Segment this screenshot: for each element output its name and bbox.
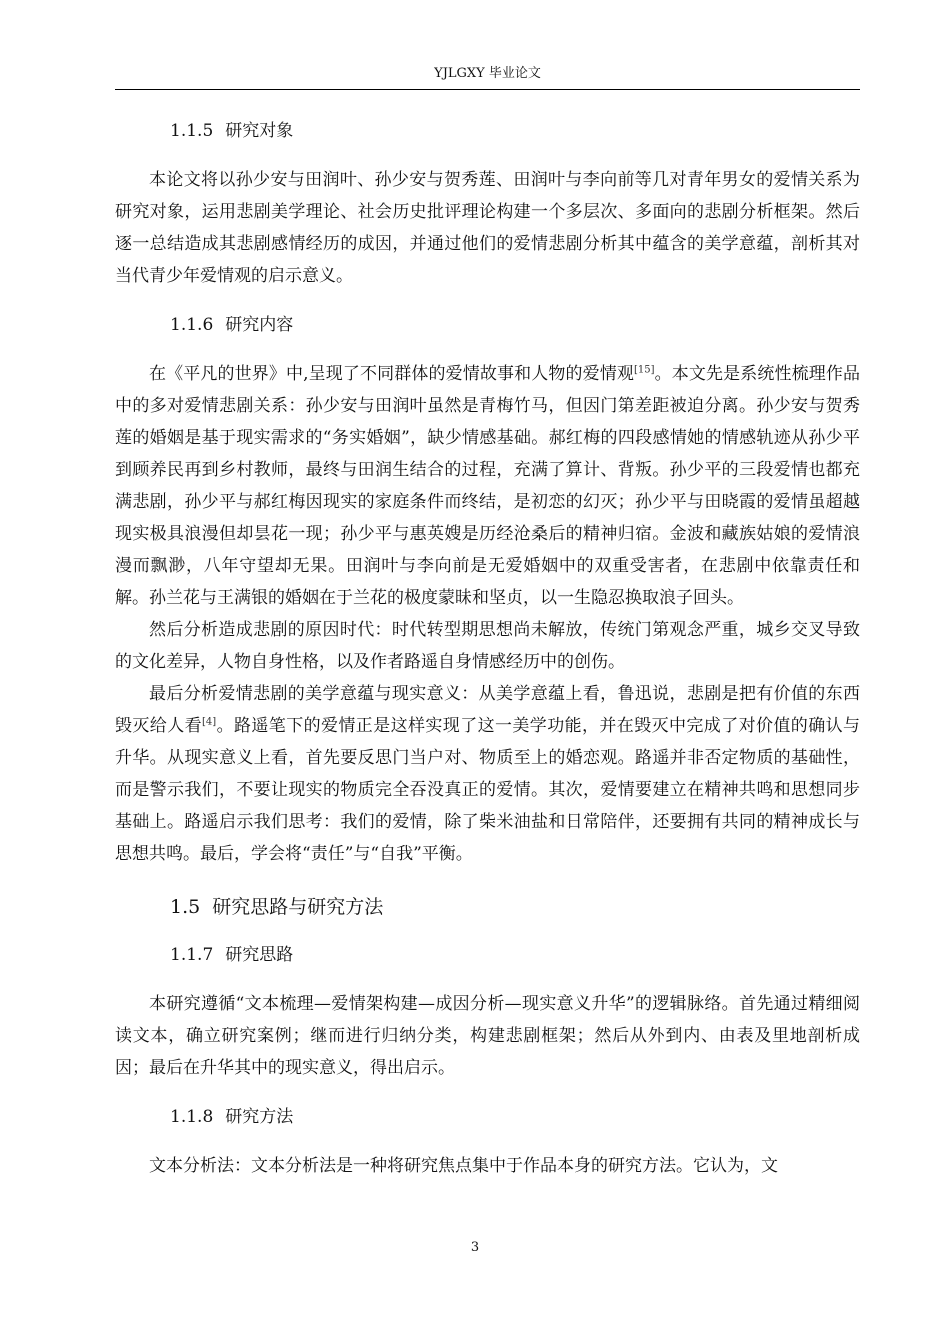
section-title: 研究对象 bbox=[225, 121, 294, 141]
running-header: YJLGXY 毕业论文 bbox=[434, 66, 541, 81]
section-number: 1.1.5 bbox=[170, 121, 214, 141]
section-heading-1-1-7 bbox=[115, 940, 860, 970]
header-rule bbox=[115, 89, 860, 90]
section-heading-1-1-6 bbox=[115, 310, 860, 340]
text-run: 在《平凡的世界》中,呈现了不同群体的爱情故事和人物的爱情观 bbox=[149, 364, 634, 384]
paragraph-research-content-1 bbox=[115, 358, 860, 614]
text-run: 。本文先是系统性梳理作品中的多对爱情悲剧关系：孙少安与田润叶虽然是青梅竹马，但因门第差距被迫分离。孙少安与贺秀莲的婚姻是基于现实需求的“务实婚姻”，缺少情感基础。郝红梅的四段感情她的情感轨迹从孙少平到顾养民再到乡村教师，最终与田润生结合的过程，充满了算计、背叛。孙少平的三段爱情也都充满悲剧，孙少平与郝红梅因现实的家庭条件而终结，是初恋的幻灭；孙少平与田晓霞的爱情虽超越现实极具浪漫但却昙花一现；孙少平与惠英嫂是历经沧桑后的精神归宿。金波和藏族姑娘的爱情浪漫而飘渺，八年守望却无果。田润叶与李向前是无爱婚姻中的双重受害者，在悲剧中依靠责任和解。孙兰花与王满银的婚姻在于兰花的极度蒙昧和坚贞，以一生隐忍换取浪子回头。 bbox=[115, 364, 860, 608]
section-heading-1-1-8 bbox=[115, 1102, 860, 1132]
section-number: 1.1.8 bbox=[170, 1107, 214, 1127]
section-heading-1-5 bbox=[115, 888, 860, 926]
section-title: 研究内容 bbox=[225, 315, 294, 335]
section-title: 研究思路 bbox=[225, 945, 294, 965]
section-title: 研究思路与研究方法 bbox=[212, 896, 384, 918]
section-number: 1.1.7 bbox=[170, 945, 214, 965]
section-number: 1.1.6 bbox=[170, 315, 214, 335]
paragraph-research-object: 本论文将以孙少安与田润叶、孙少安与贺秀莲、田润叶与李向前等几对青年男女的爱情关系为研究对象，运用悲剧美学理论、社会历史批评理论构建一个多层次、多面向的悲剧分析框架。然后逐一总结造成其悲剧感情经历的成因，并通过他们的爱情悲剧分析其中蕴含的美学意蕴，剖析其对当代青少年爱情观的启示意义。 bbox=[115, 170, 860, 286]
text-run: 最后分析爱情悲剧的美学意蕴与现实意义：从美学意蕴上看，鲁迅说，悲剧是把有价值的东西毁灭给人看 bbox=[115, 684, 860, 736]
paragraph-research-approach: 本研究遵循“文本梳理—爱情架构建—成因分析—现实意义升华”的逻辑脉络。首先通过精细阅读文本，确立研究案例；继而进行归纳分类，构建悲剧框架；然后从外到内、由表及里地剖析成因；最后在升华其中的现实意义，得出启示。 bbox=[115, 994, 860, 1078]
paragraph-research-methods: 文本分析法：文本分析法是一种将研究焦点集中于作品本身的研究方法。它认为，文 bbox=[149, 1156, 778, 1176]
paragraph-research-content-2: 然后分析造成悲剧的原因时代：时代转型期思想尚未解放，传统门第观念严重，城乡交叉导致的文化差异，人物自身性格，以及作者路遥自身情感经历中的创伤。 bbox=[115, 620, 860, 672]
section-number: 1.5 bbox=[170, 896, 201, 918]
paragraph-research-content-3 bbox=[115, 678, 860, 870]
page-body bbox=[115, 116, 860, 1182]
citation-ref: [4] bbox=[202, 716, 217, 728]
page-number: 3 bbox=[470, 1240, 480, 1255]
citation-ref: [15] bbox=[633, 364, 655, 376]
text-run: 。路遥笔下的爱情正是这样实现了这一美学功能，并在毁灭中完成了对价值的确认与升华。从现实意义上看，首先要反思门当户对、物质至上的婚恋观。路遥并非否定物质的基础性，而是警示我们，不要让现实的物质完全吞没真正的爱情。其次，爱情要建立在精神共鸣和思想同步基础上。路遥启示我们思考：我们的爱情，除了柴米油盐和日常陪伴，还要拥有共同的精神成长与思想共鸣。最后，学会将“责任”与“自我”平衡。 bbox=[115, 716, 861, 864]
section-heading-1-1-5 bbox=[115, 116, 860, 146]
section-title: 研究方法 bbox=[225, 1107, 294, 1127]
